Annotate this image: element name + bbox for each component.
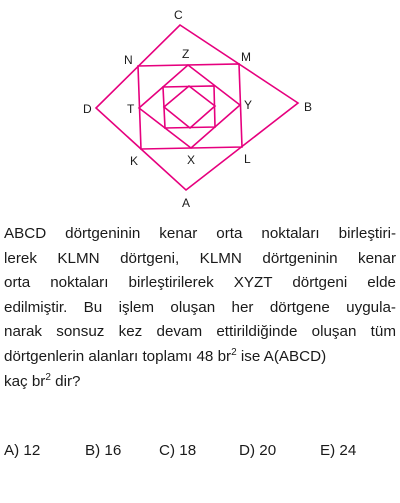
label-y: Y [244,98,253,112]
superscript-2: 2 [45,371,51,383]
option-value: 24 [339,442,357,459]
option-letter: B) [85,442,101,459]
quadrilateral-inner [163,86,215,128]
quadrilateral-innermost [164,86,215,128]
quadrilateral-klmn [138,64,242,149]
question-line-6-text: dörtgenlerin alanları toplamı 48 br [4,347,232,365]
option-a[interactable] [4,442,40,459]
option-value: 18 [179,442,197,459]
superscript-2: 2 [231,346,237,358]
label-c: C [174,8,183,22]
answer-options [4,442,396,464]
option-letter: E) [320,442,336,459]
label-n: N [124,53,133,67]
question-line-6 [4,345,396,370]
option-d[interactable] [239,442,276,459]
option-b[interactable] [85,442,121,459]
question-line-6-end: ise A(ABCD) [236,347,327,365]
question-line-7-end: dir? [50,372,81,390]
question-line-7 [4,370,396,395]
question-line-5: narak sonsuz kez devam ettirildiğinde oluşan tüm [4,323,396,341]
option-letter: A) [4,442,20,459]
label-t: T [127,102,135,116]
question-line-3: orta noktaları birleştirilerek XYZT dörtgeni elde [4,274,396,292]
label-d: D [83,102,92,116]
option-letter: C) [159,442,176,459]
question-text [4,222,396,394]
label-x: X [187,153,196,167]
option-value: 12 [23,442,41,459]
nested-quadrilaterals-diagram [0,0,400,215]
geometry-figure [0,0,400,215]
label-l: L [244,152,251,166]
question-line-2: lerek KLMN dörtgeni, KLMN dörtgeninin kenar [4,249,396,267]
option-value: 16 [104,442,122,459]
label-m: M [241,50,251,64]
question-line-7-text: kaç br [4,372,46,390]
label-k: K [130,154,139,168]
question-line-1: ABCD dörtgeninin kenar orta noktaları birleştiri- [4,225,396,242]
option-c[interactable] [159,442,196,459]
option-value: 20 [259,442,277,459]
label-a: A [182,196,191,210]
label-z: Z [182,47,190,61]
quadrilateral-xyzt [139,65,240,148]
option-e[interactable] [320,442,356,459]
label-b: B [304,100,313,114]
option-letter: D) [239,442,256,459]
question-line-4: edilmiştir. Bu işlem oluşan her dörtgene uygula- [4,298,396,316]
